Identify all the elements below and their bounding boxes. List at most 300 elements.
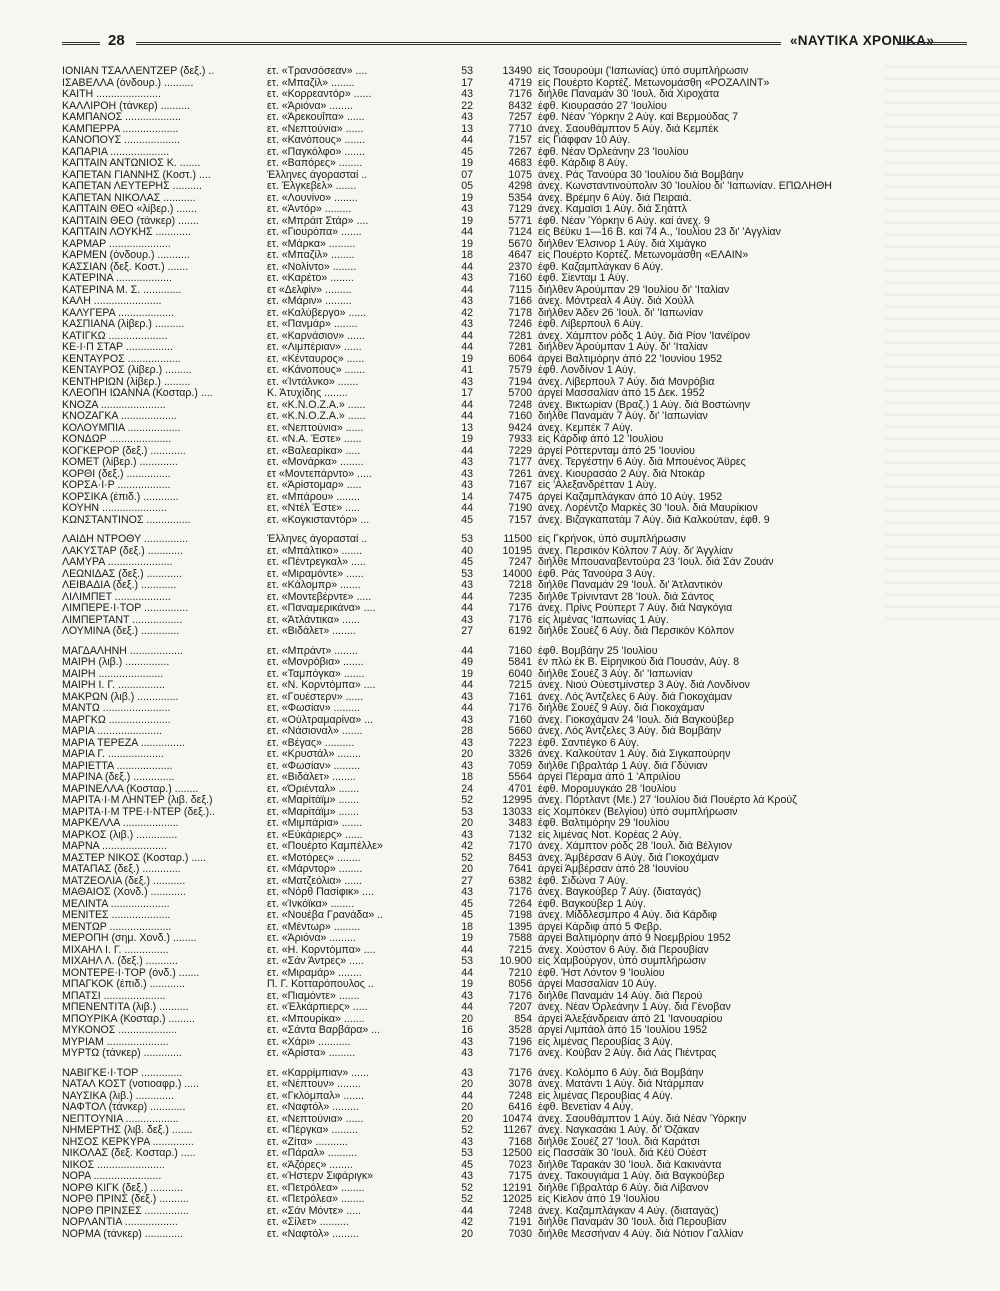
ship-name-cell: ΚΑΛΥΓΕΡΑ ................... xyxy=(62,307,175,319)
movement-cell: διήλθε Παναμάν 29 'Ιουλ. δι' Άτλαντικόν xyxy=(538,580,723,591)
owner-cell: ετ. «Άντόρ» ......... xyxy=(267,204,352,215)
year-cell: 43 xyxy=(461,319,473,330)
year-cell: 43 xyxy=(461,1136,473,1148)
table-row xyxy=(62,319,952,331)
ship-name-cell: ΜΑΡΙΑ ...................... xyxy=(62,726,163,737)
year-cell: 44 xyxy=(461,645,473,657)
tonnage-cell: 7257 xyxy=(508,112,532,123)
owner-cell: ετ. «Νολίντο» ........ xyxy=(267,261,357,273)
year-cell: 17 xyxy=(461,77,473,89)
owner-cell: ετ. «Άριόνα» ........ xyxy=(267,100,353,112)
year-cell: 52 xyxy=(461,1194,473,1205)
movement-cell: άνεχ. Κιουρασάο 2 Αύγ. διά Ντοκάρ xyxy=(538,468,705,480)
year-cell: 44 xyxy=(461,503,473,514)
year-cell: 43 xyxy=(461,614,473,626)
movement-cell: άνεχ. Λός Άντζελες 3 Αύγ. διά Βομβάην xyxy=(538,726,722,737)
tonnage-cell: 7191 xyxy=(508,1217,532,1228)
ship-name-cell: ΜΑΓΔΑΛΗΝΗ .................. xyxy=(62,645,183,657)
ship-name-cell: ΜΕΛΙΝΤΑ .................... xyxy=(62,898,170,910)
owner-cell: ετ. Έλγκεβελ» ....... xyxy=(267,181,357,192)
ship-name-cell: ΜΑΡΙΕΤΤΑ ................... xyxy=(62,760,173,772)
ship-name-cell: ΚΝΟΖΑ ...................... xyxy=(62,399,166,411)
tonnage-cell: 5564 xyxy=(508,772,532,783)
year-cell: 43 xyxy=(461,990,473,1002)
year-cell: 44 xyxy=(461,591,473,603)
owner-cell: ετ. «Νεπτούνια» ...... xyxy=(267,422,364,434)
year-cell: 49 xyxy=(461,657,473,668)
movement-cell: είς Κίελον άπό 19 'Ιουλίου xyxy=(538,1194,660,1205)
ship-name-cell: ΜΑΡΚΟΣ (λιβ.) .............. xyxy=(62,829,178,841)
table-row xyxy=(62,933,952,945)
ship-name-cell: ΚΑΡΜΑΡ ..................... xyxy=(62,238,171,250)
table-row xyxy=(62,1091,952,1103)
tonnage-cell: 7176 xyxy=(508,603,532,614)
table-row xyxy=(62,1183,952,1195)
owner-cell: ετ. «Νεπτούνια» ...... xyxy=(267,1113,364,1125)
movement-cell: διήλθεν Άδεν 26 'Ιουλ. δι' 'Ιαπωνίαν xyxy=(538,307,704,319)
movement-cell: άνεχ. Λίβερπουλ 7 Αύγ. διά Μονρόβια xyxy=(538,376,715,388)
owner-cell: ετ. «Κανόπους» ....... xyxy=(267,135,366,146)
owner-cell: ετ. «Ίνκόϊκα» ........ xyxy=(267,898,355,910)
movement-cell: έφθ. Ράς Τανούρα 3 Αύγ. xyxy=(538,568,656,580)
tonnage-cell: 4298 xyxy=(508,181,532,192)
tonnage-cell: 7176 xyxy=(508,990,532,1002)
table-row xyxy=(62,492,952,504)
ship-name-cell: ΚΑΠΤΑΙΝ ΘΕΟ «λίβερ.) ....... xyxy=(62,204,197,215)
tonnage-cell: 10474 xyxy=(502,1113,532,1125)
table-row xyxy=(62,400,952,412)
table-row xyxy=(62,761,952,773)
ship-name-cell: ΛΟΥΜΙΝΑ (δεξ.) ............. xyxy=(62,626,180,637)
owner-cell: ετ. «Μονάρκα» ........ xyxy=(267,457,364,468)
owner-cell: ετ. «Πετρόλεα» ........ xyxy=(267,1182,365,1194)
ship-name-cell: ΜΑΘΑΙΟΣ (Χονδ.) ............ xyxy=(62,887,186,898)
owner-cell: ετ. «Χάρι» ........... xyxy=(267,1036,351,1048)
owner-cell: ετ. «Πουέρτο Καμπέλλε» xyxy=(267,841,383,852)
page-number: 28 xyxy=(108,32,125,49)
table-row xyxy=(62,968,952,980)
movement-cell: έφθ. Βομβάην 25 'Ιουλίου xyxy=(538,645,658,657)
owner-cell: ετ. «Μέντωρ» ......... xyxy=(267,921,361,933)
year-cell: 44 xyxy=(461,227,473,238)
year-cell: 19 xyxy=(461,434,473,445)
table-row xyxy=(62,331,952,343)
tonnage-cell: 12995 xyxy=(502,795,532,806)
owner-cell: ετ. «Άτλάντικα» ...... xyxy=(267,614,360,626)
year-cell: 43 xyxy=(461,691,473,703)
tonnage-cell: 7210 xyxy=(508,967,532,979)
table-row xyxy=(62,922,952,934)
year-cell: 52 xyxy=(461,1125,473,1136)
owner-cell: ετ. «Μάριν» ......... xyxy=(267,296,352,307)
ship-name-cell: ΚΟΡΘΙ (δεξ.) ............... xyxy=(62,468,171,480)
owner-cell: Έλληνες άγορασταί .. xyxy=(267,534,368,545)
tonnage-cell: 10.900 xyxy=(499,956,532,967)
owner-cell: ετ. «Ν.Α. Έστε» ...... xyxy=(267,434,362,445)
year-cell: 19 xyxy=(461,192,473,204)
tonnage-cell: 854 xyxy=(514,1013,532,1025)
table-row xyxy=(62,227,952,239)
movement-cell: άνεχ. Ματάντι 1 Αύγ. διά Ντάρμπαν xyxy=(538,1079,704,1090)
owner-cell: ετ «Μοντεπάρντο» ..... xyxy=(267,468,372,480)
tonnage-cell: 7475 xyxy=(508,491,532,503)
movement-cell: είς λιμένας Περουβίας 3 Αύγ. xyxy=(538,1036,674,1048)
owner-cell: ετ. «Μπράντ» ........ xyxy=(267,645,358,657)
year-cell: 43 xyxy=(461,887,473,898)
year-cell: 27 xyxy=(461,875,473,887)
ship-name-cell: ΛΙΜΠΕΡΕ·Ι·ΤΟΡ ............... xyxy=(62,603,189,614)
ship-name-cell: ΜΑΙΡΗ ...................... xyxy=(62,668,164,680)
movement-cell: έν πλώ έκ Β. Είρηνικού διά Πουσάν, Αύγ. 8 xyxy=(538,657,740,668)
ship-name-cell: ΜΑΡΙΝΑ (δεξ.) .............. xyxy=(62,772,175,783)
owner-cell: ετ. «Ίντάλνκο» ....... xyxy=(267,376,359,388)
ship-name-cell: ΜΥΚΟΝΟΣ .................... xyxy=(62,1025,178,1036)
ship-name-cell: ΚΑΛΗ ....................... xyxy=(62,296,162,307)
table-row xyxy=(62,503,952,515)
ship-movements-table xyxy=(62,66,952,1240)
tonnage-cell: 7247 xyxy=(508,557,532,568)
table-row xyxy=(62,158,952,170)
year-cell: 14 xyxy=(461,491,473,503)
table-row xyxy=(62,273,952,285)
movement-cell: άνεχ. Πόρτλαντ (Με.) 27 'Ιουλίου διά Πουέρτο λά Κρούζ xyxy=(538,795,797,806)
ship-name-cell: ΜΑΡΙΤΑ·Ι·Μ ΤΡΕ·Ι·ΝΤΕΡ (δεξ.).. xyxy=(62,806,216,818)
table-row xyxy=(62,1137,952,1149)
tonnage-cell: 7198 xyxy=(508,910,532,921)
tonnage-cell: 7129 xyxy=(508,204,532,215)
ship-name-cell: ΚΑΠΤΑΙΝ ΛΟΥΚΗΣ ............ xyxy=(62,227,191,238)
owner-cell: ετ. «Άρεκουΐπα» ...... xyxy=(267,112,365,123)
ship-name-cell: ΚΑΠΑΡΙΑ .................... xyxy=(62,146,170,158)
year-cell: 42 xyxy=(461,307,473,319)
year-cell: 53 xyxy=(461,534,473,545)
movement-cell: έφθ. Βαλτιμόρην 29 'Ιουλίου xyxy=(538,818,670,829)
movement-cell: άνεχ. Σαουθάμπτον 1 Αύγ. διά Νέαν Ύόρκην xyxy=(538,1113,747,1125)
tonnage-cell: 4701 xyxy=(508,783,532,795)
owner-cell: ετ. «Τρανσόσεαν» .... xyxy=(267,66,368,77)
movement-cell: διήλθε Σουέζ 6 Αύγ. διά Περσικόν Κόλπον xyxy=(538,626,735,637)
table-row xyxy=(62,772,952,784)
year-cell: 52 xyxy=(461,1182,473,1194)
header-rule-middle xyxy=(136,42,781,45)
tonnage-cell: 8453 xyxy=(508,852,532,864)
movement-cell: άργεί Βαλτιμόρην άπό 9 Νοεμβρίου 1952 xyxy=(538,933,731,944)
table-row xyxy=(62,204,952,216)
year-cell: 44 xyxy=(461,1205,473,1217)
table-row xyxy=(62,749,952,761)
movement-cell: άνεχ. Βαγκούβερ 7 Αύγ. (διαταγάς) xyxy=(538,887,702,898)
tonnage-cell: 7023 xyxy=(508,1159,532,1171)
owner-cell: ετ. «Βαλεαρίκα» ..... xyxy=(267,445,361,457)
movement-cell: άργεί Βαλτιμόρην άπό 22 'Ιουνίου 1952 xyxy=(538,353,723,365)
ship-name-cell: ΚΑΙΤΗ ...................... xyxy=(62,89,161,100)
section-gap xyxy=(62,1060,952,1068)
owner-cell: ετ. «Κρυστάλ» ........ xyxy=(267,749,361,760)
owner-cell: ετ. «Ήστερν Σιφάριγκ» xyxy=(267,1171,374,1182)
tonnage-cell: 6192 xyxy=(508,626,532,637)
tonnage-cell: 3528 xyxy=(508,1025,532,1036)
ship-name-cell: ΝΟΡΘ ΠΡΙΝΣ (δεξ.) .......... xyxy=(62,1194,189,1205)
tonnage-cell: 7229 xyxy=(508,445,532,457)
table-row xyxy=(62,515,952,527)
ship-name-cell: ΜΑΤΖΕΟΛΙΑ (δεξ.) ........... xyxy=(62,875,186,887)
tonnage-cell: 7176 xyxy=(508,1067,532,1079)
table-row xyxy=(62,457,952,469)
ship-name-cell: ΝΟΡΘ ΠΡΙΝΣΕΣ ............... xyxy=(62,1205,189,1217)
movement-cell: είς Κάρδιφ άπό 12 'Ιουλίου xyxy=(538,434,664,445)
table-row xyxy=(62,1048,952,1060)
tonnage-cell: 7161 xyxy=(508,691,532,703)
owner-cell: ετ. «Ντέλ Έστε» ..... xyxy=(267,503,360,514)
table-row xyxy=(62,377,952,389)
table-row xyxy=(62,1114,952,1126)
owner-cell: ετ. «Ναφτόλ» ......... xyxy=(267,1102,359,1113)
owner-cell: ετ. «Εύκάριερς» ...... xyxy=(267,829,363,841)
year-cell: 44 xyxy=(461,703,473,714)
movement-cell: άνεχ. Κολόμπο 6 Αύγ. διά Βομβάην xyxy=(538,1067,704,1079)
table-row xyxy=(62,469,952,481)
ship-name-cell: ΜΥΡΤΩ (τάνκερ) ............. xyxy=(62,1048,182,1059)
table-row xyxy=(62,853,952,865)
ship-name-cell: ΝΟΡΘ ΚΙΓΚ (δεξ.) ........... xyxy=(62,1182,183,1194)
year-cell: 22 xyxy=(461,100,473,112)
year-cell: 43 xyxy=(461,1067,473,1079)
year-cell: 43 xyxy=(461,468,473,480)
tonnage-cell: 10195 xyxy=(502,545,532,557)
ship-name-cell: ΚΟΡΣΙΚΑ (έπιδ.) ............ xyxy=(62,491,179,503)
table-row xyxy=(62,703,952,715)
table-row xyxy=(62,434,952,446)
ship-name-cell: ΜΠΟΥΡΙΚΑ (Κοσταρ.) ......... xyxy=(62,1013,195,1025)
owner-cell: ετ. «Η. Κορντόμπα» .... xyxy=(267,944,376,956)
owner-cell: ετ. «Μιμπάρια» ....... xyxy=(267,818,363,829)
table-row xyxy=(62,124,952,136)
table-row xyxy=(62,147,952,159)
movement-cell: άνεχ. Βρέμην 6 Αύγ. διά Πειραιά. xyxy=(538,192,692,204)
tonnage-cell: 8056 xyxy=(508,979,532,990)
tonnage-cell: 4647 xyxy=(508,250,532,261)
table-row xyxy=(62,592,952,604)
tonnage-cell: 5700 xyxy=(508,388,532,399)
year-cell: 43 xyxy=(461,480,473,491)
table-row xyxy=(62,864,952,876)
year-cell: 20 xyxy=(461,1079,473,1090)
ship-name-cell: ΚΟΜΕΤ (λίβερ.) ............. xyxy=(62,457,178,468)
ship-name-cell: ΜΑΤΑΠΑΣ (δεξ.) ............. xyxy=(62,864,181,875)
table-row xyxy=(62,89,952,101)
year-cell: 53 xyxy=(461,66,473,77)
tonnage-cell: 7115 xyxy=(509,284,532,296)
owner-cell: ετ. «Ν. Κορντόμπα» .... xyxy=(267,680,376,691)
year-cell: 20 xyxy=(461,1013,473,1025)
tonnage-cell: 13490 xyxy=(502,66,532,77)
ship-name-cell: ΜΑΡΝΑ ...................... xyxy=(62,841,167,852)
table-row xyxy=(62,534,952,546)
movement-cell: διήλθε Παναμάν 30 'Ιουλ. διά Χιροχάτα xyxy=(538,89,720,100)
year-cell: 13 xyxy=(461,123,473,135)
ship-name-cell: ΚΑΜΠΑΝΟΣ ................... xyxy=(62,112,181,123)
movement-cell: διήλθεν Άρούμπαν 29 'Ιουλίου δι' 'Ιταλίαν xyxy=(538,284,730,296)
movement-cell: διήλθε Παναμάν 30 'Ιουλ. διά Περουβίαν xyxy=(538,1217,727,1228)
year-cell: 20 xyxy=(461,1102,473,1113)
table-row xyxy=(62,193,952,205)
table-row xyxy=(62,738,952,750)
tonnage-cell: 5660 xyxy=(508,726,532,737)
table-row xyxy=(62,1002,952,1014)
movement-cell: άνεχ. Ράς Τανούρα 30 'Ιουλίου διά Βομβάην xyxy=(538,169,744,181)
tonnage-cell: 7168 xyxy=(508,1136,532,1148)
year-cell: 19 xyxy=(461,215,473,227)
year-cell: 18 xyxy=(461,250,473,261)
owner-cell: ετ. «Μάρκα» ......... xyxy=(267,238,356,250)
table-row xyxy=(62,680,952,692)
ship-name-cell: ΛΙΜΠΕΡΤΑΝΤ ................. xyxy=(62,614,183,626)
table-row xyxy=(62,354,952,366)
owner-cell: ετ. «Ζίτα» ........... xyxy=(267,1136,348,1148)
table-row xyxy=(62,423,952,435)
tonnage-cell: 7933 xyxy=(508,434,532,445)
year-cell: 44 xyxy=(461,445,473,457)
ship-name-cell: ΜΠΑΓΚΟΚ (έπιδ.) ............ xyxy=(62,979,185,990)
tonnage-cell: 5354 xyxy=(508,192,532,204)
year-cell: 45 xyxy=(461,898,473,910)
section-gap xyxy=(62,526,952,534)
tonnage-cell: 6064 xyxy=(508,353,532,365)
page-header xyxy=(62,32,967,56)
owner-cell: ετ. «Μιραμάρ» ........ xyxy=(267,967,362,979)
table-row xyxy=(62,692,952,704)
header-rule-right xyxy=(897,42,967,45)
ship-name-cell: ΚΟΥΗΝ ...................... xyxy=(62,503,167,514)
tonnage-cell: 7176 xyxy=(508,887,532,898)
table-row xyxy=(62,101,952,113)
table-row xyxy=(62,784,952,796)
table-row xyxy=(62,1125,952,1137)
movement-cell: διήλθε Τρίνινταντ 28 'Ιουλ. διά Σάντος xyxy=(538,591,715,603)
movement-cell: άνεχ. Καμαϊσι 1 Αύγ. διά Σηάττλ xyxy=(538,204,687,215)
movement-cell: διήλθε Γιβραλτάρ 1 Αύγ. διά Γδύνιαν xyxy=(538,760,708,772)
movement-cell: άργεί Λιμπάολ άπό 15 'Ιουλίου 1952 xyxy=(538,1025,708,1036)
owner-cell: ετ. «Άρίστομαρ» ..... xyxy=(267,480,362,491)
ship-name-cell: ΙΟΝΙΑΝ ΤΣΑΛΛΕΝΤΖΕΡ (δεξ.) .. xyxy=(62,66,215,77)
owner-cell: ετ. «Σάν Μόντε» ..... xyxy=(267,1205,362,1217)
movement-cell: έφθ. Κάρδιφ 8 Αύγ. xyxy=(538,158,628,169)
year-cell: 43 xyxy=(461,273,473,284)
year-cell: 19 xyxy=(461,353,473,365)
year-cell: 43 xyxy=(461,457,473,468)
movement-cell: άνεχ. Κούβαν 2 Αύγ. διά Λάς Πιέντρας xyxy=(538,1048,717,1059)
year-cell: 20 xyxy=(461,818,473,829)
ship-name-cell: ΝΑΒΙΓΚΕ·Ι·ΤΟΡ .............. xyxy=(62,1067,183,1079)
ship-name-cell: ΜΕΝΙΤΕΣ .................... xyxy=(62,910,171,921)
ship-name-cell: ΚΟΝΔΩΡ ..................... xyxy=(62,434,172,445)
ship-name-cell: ΚΕΝΤΑΥΡΟΣ (λίβερ.) ......... xyxy=(62,365,192,376)
year-cell: 20 xyxy=(461,1113,473,1125)
owner-cell: ετ. «Νεπτούνια» ...... xyxy=(267,123,364,135)
movement-cell: άνεχ. Ναγκασάκι 1 Αύγ. δι' Όζάκαν xyxy=(538,1125,700,1136)
owner-cell: ετ. «Βαπόρες» ........ xyxy=(267,158,363,169)
section-gap xyxy=(62,638,952,646)
owner-cell: ετ. «Καρρίμπιαν» ...... xyxy=(267,1067,369,1079)
year-cell: 43 xyxy=(461,204,473,215)
tonnage-cell: 7264 xyxy=(508,898,532,910)
tonnage-cell: 7170 xyxy=(508,841,532,852)
owner-cell: ετ. «Λουνίνο» ........ xyxy=(267,192,358,204)
table-row xyxy=(62,66,952,78)
owner-cell: ετ. «Γουέστερν» ...... xyxy=(267,691,364,703)
year-cell: 44 xyxy=(461,342,473,353)
year-cell: 13 xyxy=(461,422,473,434)
table-row xyxy=(62,569,952,581)
year-cell: 20 xyxy=(461,1228,473,1240)
ship-name-cell: ΛΙΛΙΜΠΕΤ ................... xyxy=(62,591,171,603)
owner-cell: ετ. «Ούλτραμαρίνα» ... xyxy=(267,714,374,726)
movement-cell: διήλθε Σουέζ 27 'Ιουλ. διά Καράτσι xyxy=(538,1136,700,1148)
tonnage-cell: 7167 xyxy=(508,480,532,491)
table-row xyxy=(62,285,952,297)
movement-cell: άργεί Μασσαλίαν άπό 15 Δεκ. 1952 xyxy=(538,388,705,399)
year-cell: 43 xyxy=(461,1048,473,1059)
year-cell: 28 xyxy=(461,726,473,737)
tonnage-cell: 6040 xyxy=(508,668,532,680)
movement-cell: είς Πουέρτο Κορτέζ. Μετωνομάσθη «ΕΛΑΙΝ» xyxy=(538,250,749,261)
year-cell: 42 xyxy=(461,841,473,852)
owner-cell: ετ. «Άρίστα» ......... xyxy=(267,1048,356,1059)
ship-name-cell: ΚΟΡΣΑ·Ι·Ρ .................. xyxy=(62,480,171,491)
year-cell: 53 xyxy=(461,806,473,818)
tonnage-cell: 6382 xyxy=(508,875,532,887)
tonnage-cell: 12500 xyxy=(502,1148,532,1159)
table-row xyxy=(62,1171,952,1183)
table-row xyxy=(62,615,952,627)
year-cell: 43 xyxy=(461,580,473,591)
owner-cell: ετ. «Σάντα Βαρβάρα» ... xyxy=(267,1025,381,1036)
movement-cell: άνεχ. Καζαμπλάγκαν 4 Αύγ. (διαταγάς) xyxy=(538,1205,719,1217)
year-cell: 44 xyxy=(461,680,473,691)
tonnage-cell: 12191 xyxy=(502,1182,532,1194)
movement-cell: άνεχ. Λορέντζο Μαρκές 30 'Ιουλ. διά Μαυρίκιον xyxy=(538,503,758,514)
ship-name-cell: ΝΕΠΤΟΥΝΙΑ .................. xyxy=(62,1113,179,1125)
owner-cell: ετ. «Μπαζίλ» ........ xyxy=(267,77,355,89)
movement-cell: είς Χαμβούργον, ύπό συμπλήρωσιν xyxy=(538,956,706,967)
year-cell: 43 xyxy=(461,89,473,100)
movement-cell: διήλθεν Άρούμπαν 1 Αύγ. δι' 'Ιταλίαν xyxy=(538,342,708,353)
movement-cell: άνεχ. Σαουθάμπτον 5 Αύγ. διά Κεμπέκ xyxy=(538,123,719,135)
ship-name-cell: ΚΑΜΠΕΡΡΑ ................... xyxy=(62,123,179,135)
owner-cell: ετ. «Νόρθ Πασίφικ» .... xyxy=(267,887,374,898)
ship-name-cell: ΚΑΡΜΕΝ (όνδουρ.) ........... xyxy=(62,250,190,261)
movement-cell: άνεχ. Χάμπτον ρόδς 28 'Ιουλ. διά Βέλγιον xyxy=(538,841,733,852)
movement-cell: άνεχ. Πρίνς Ρούπερτ 7 Αύγ. διά Ναγκόγια xyxy=(538,603,733,614)
ship-name-cell: ΛΑΜΥΡΑ ...................... xyxy=(62,557,173,568)
year-cell: 19 xyxy=(461,933,473,944)
table-row xyxy=(62,181,952,193)
ship-name-cell: ΚΑΣΠΙΑΝΑ (λίβερ.) .......... xyxy=(62,319,185,330)
year-cell: 27 xyxy=(461,626,473,637)
owner-cell: ετ. «Πετρόλεα» ........ xyxy=(267,1194,365,1205)
owner-cell: ετ. «Κάλομπρ» ....... xyxy=(267,580,361,591)
tonnage-cell: 8432 xyxy=(508,100,532,112)
year-cell: 44 xyxy=(461,284,473,296)
table-row xyxy=(62,899,952,911)
movement-cell: άνεχ. Λός Άντζελες 6 Αύγ. διά Γιοκοχάμαν xyxy=(538,691,733,703)
year-cell: 52 xyxy=(461,852,473,864)
movement-cell: έφθ. Νέαν Ύόρκην 6 Αύγ. καί άνεχ. 9 xyxy=(538,215,710,227)
tonnage-cell: 7281 xyxy=(508,330,532,342)
year-cell: 44 xyxy=(461,411,473,422)
movement-cell: άνεχ. Γιοκοχάμαν 24 'Ιουλ. διά Βαγκούβερ xyxy=(538,714,734,726)
owner-cell: ετ. «Πάραλ» .......... xyxy=(267,1148,358,1159)
